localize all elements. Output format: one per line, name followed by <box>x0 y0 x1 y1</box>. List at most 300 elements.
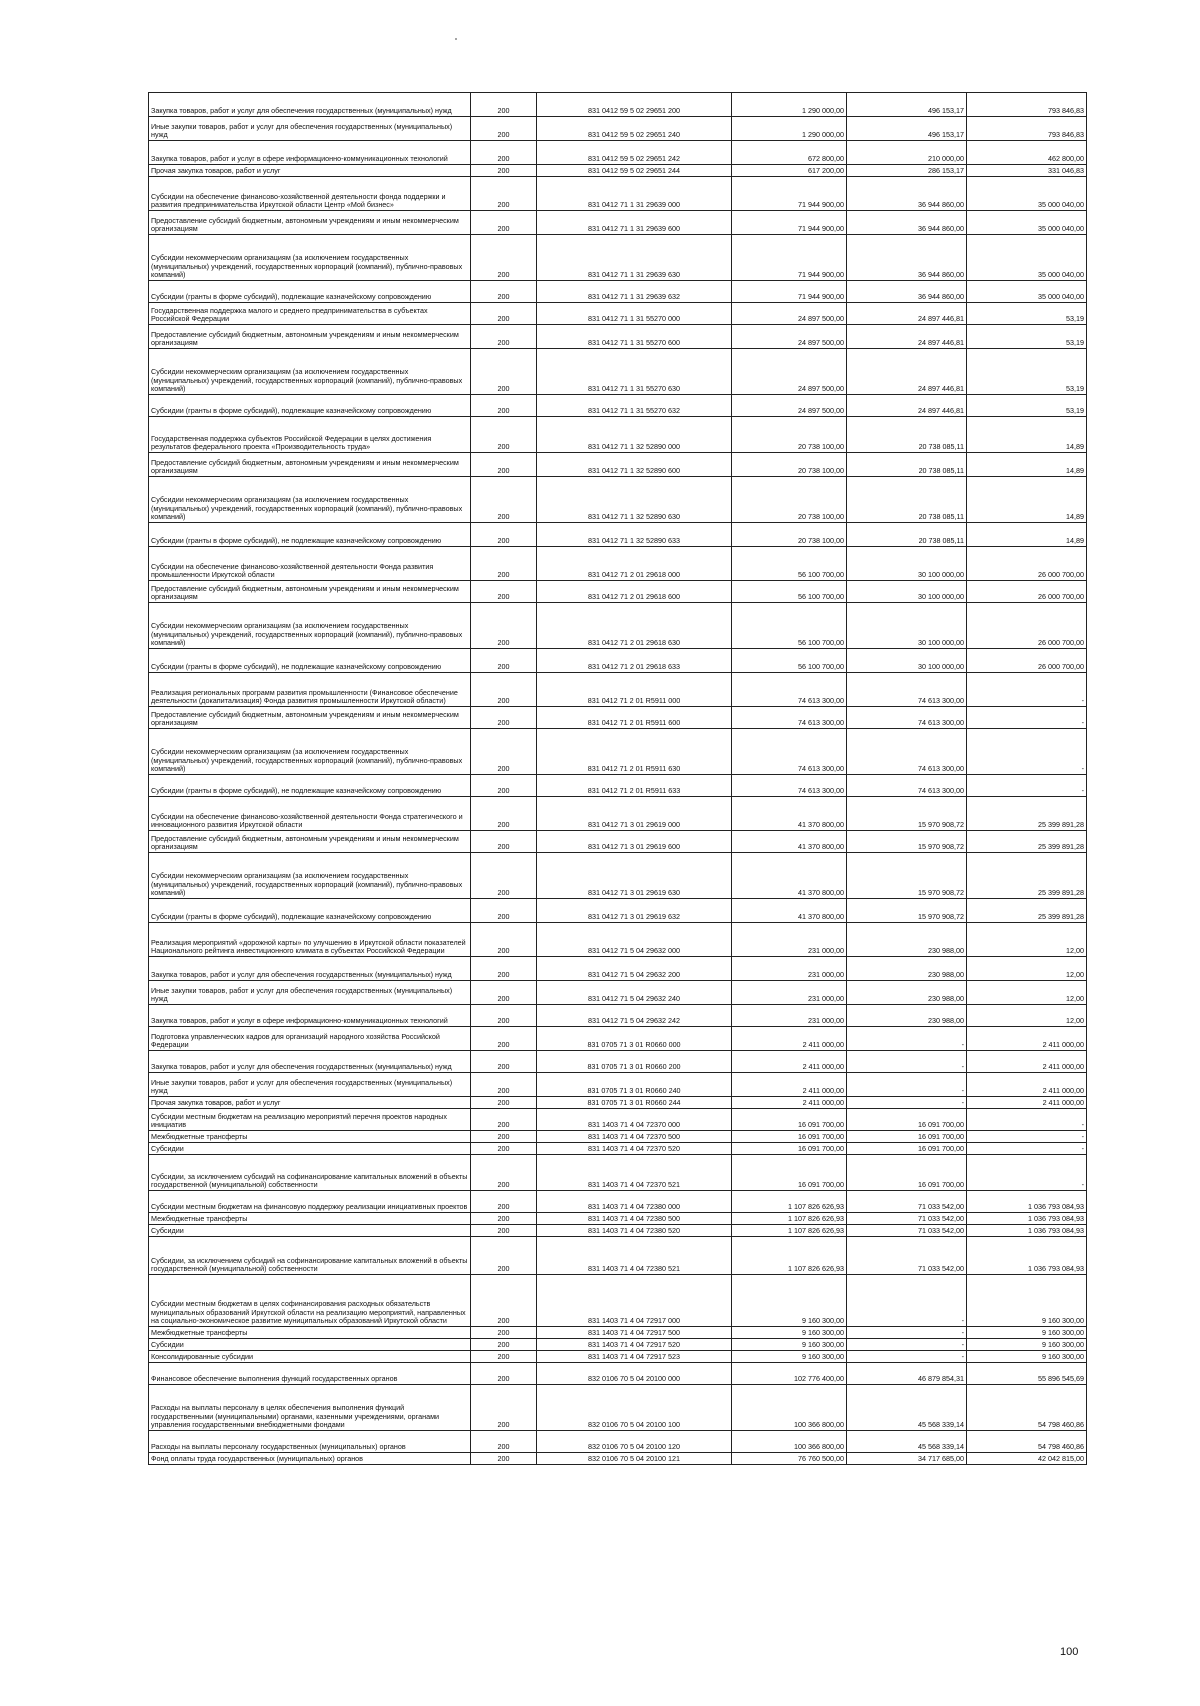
row-planned-amount: 56 100 700,00 <box>732 603 847 649</box>
table-row <box>149 831 1087 853</box>
row-description: Государственная поддержка малого и среднего предпринимательства в субъектах Российской Федерации <box>149 303 471 325</box>
row-executed-amount: 230 988,00 <box>847 923 967 957</box>
budget-table-sheet <box>148 92 1086 1465</box>
row-code: 200 <box>471 303 537 325</box>
table-row <box>149 1453 1087 1465</box>
row-description: Субсидии (гранты в форме субсидий), подлежащие казначейскому сопровождению <box>149 395 471 417</box>
row-code: 200 <box>471 93 537 117</box>
row-executed-amount: 230 988,00 <box>847 981 967 1005</box>
row-executed-amount: 496 153,17 <box>847 93 967 117</box>
row-description: Закупка товаров, работ и услуг в сфере информационно-коммуникационных технологий <box>149 1005 471 1027</box>
row-planned-amount: 1 107 826 626,93 <box>732 1225 847 1237</box>
row-code: 200 <box>471 957 537 981</box>
row-code: 200 <box>471 1131 537 1143</box>
row-remaining-amount: 2 411 000,00 <box>967 1027 1087 1051</box>
row-remaining-amount: - <box>967 707 1087 729</box>
row-planned-amount: 100 366 800,00 <box>732 1385 847 1431</box>
table-row <box>149 1143 1087 1155</box>
row-code: 200 <box>471 547 537 581</box>
table-row <box>149 707 1087 729</box>
row-description: Субсидии на обеспечение финансово-хозяйственной деятельности фонда поддержки и развития предпринимательства Иркутской области Центр «Мой бизнес» <box>149 177 471 211</box>
table-row <box>149 325 1087 349</box>
row-description: Закупка товаров, работ и услуг для обеспечения государственных (муниципальных) нужд <box>149 957 471 981</box>
row-code: 200 <box>471 1363 537 1385</box>
row-description: Предоставление субсидий бюджетным, автономным учреждениям и иным некоммерческим организациям <box>149 211 471 235</box>
table-row <box>149 453 1087 477</box>
row-kbk: 831 1403 71 4 04 72370 500 <box>537 1131 732 1143</box>
row-kbk: 831 0412 59 5 02 29651 244 <box>537 165 732 177</box>
row-code: 200 <box>471 117 537 141</box>
table-row <box>149 729 1087 775</box>
row-description: Субсидии <box>149 1225 471 1237</box>
row-description: Закупка товаров, работ и услуг для обеспечения государственных (муниципальных) нужд <box>149 1051 471 1073</box>
row-kbk: 831 0412 71 1 31 29639 632 <box>537 281 732 303</box>
row-description: Субсидии местным бюджетам в целях софинансирования расходных обязательств муниципальных образований Иркутской области на реализацию мероприятий, направленных на социально-экономическое развитие муниципальных образований Иркутской области <box>149 1275 471 1327</box>
row-executed-amount: 74 613 300,00 <box>847 729 967 775</box>
row-code: 200 <box>471 165 537 177</box>
row-kbk: 831 0412 71 1 31 55270 000 <box>537 303 732 325</box>
row-description: Субсидии (гранты в форме субсидий), не подлежащие казначейскому сопровождению <box>149 523 471 547</box>
table-row <box>149 1131 1087 1143</box>
row-executed-amount: 15 970 908,72 <box>847 853 967 899</box>
table-row <box>149 523 1087 547</box>
row-kbk: 831 0412 71 1 31 29639 000 <box>537 177 732 211</box>
row-kbk: 831 0412 71 3 01 29619 630 <box>537 853 732 899</box>
row-planned-amount: 56 100 700,00 <box>732 547 847 581</box>
row-remaining-amount: 14,89 <box>967 453 1087 477</box>
row-code: 200 <box>471 1225 537 1237</box>
row-code: 200 <box>471 899 537 923</box>
row-kbk: 831 0412 71 1 32 52890 633 <box>537 523 732 547</box>
row-kbk: 831 0412 71 3 01 29619 632 <box>537 899 732 923</box>
row-remaining-amount: 9 160 300,00 <box>967 1339 1087 1351</box>
row-code: 200 <box>471 1213 537 1225</box>
row-planned-amount: 1 107 826 626,93 <box>732 1237 847 1275</box>
row-remaining-amount: 9 160 300,00 <box>967 1327 1087 1339</box>
row-planned-amount: 24 897 500,00 <box>732 395 847 417</box>
row-remaining-amount: 55 896 545,69 <box>967 1363 1087 1385</box>
row-planned-amount: 9 160 300,00 <box>732 1275 847 1327</box>
row-planned-amount: 74 613 300,00 <box>732 673 847 707</box>
row-code: 200 <box>471 1073 537 1097</box>
row-planned-amount: 74 613 300,00 <box>732 775 847 797</box>
row-executed-amount: 36 944 860,00 <box>847 235 967 281</box>
row-description: Субсидии <box>149 1339 471 1351</box>
row-kbk: 831 0412 71 1 31 29639 600 <box>537 211 732 235</box>
row-remaining-amount: 53,19 <box>967 325 1087 349</box>
row-description: Расходы на выплаты персоналу в целях обеспечения выполнения функций государственными (муниципальными) органами, казенными учреждениями, органами управления государственными внебюджетными фондами <box>149 1385 471 1431</box>
table-row <box>149 1109 1087 1131</box>
row-description: Консолидированные субсидии <box>149 1351 471 1363</box>
row-kbk: 832 0106 70 5 04 20100 121 <box>537 1453 732 1465</box>
row-description: Реализация региональных программ развития промышленности (Финансовое обеспечение деятельности (докапитализация) Фонда развития промышленности Иркутской области) <box>149 673 471 707</box>
row-description: Иные закупки товаров, работ и услуг для обеспечения государственных (муниципальных) нужд <box>149 117 471 141</box>
row-code: 200 <box>471 1351 537 1363</box>
row-executed-amount: 36 944 860,00 <box>847 177 967 211</box>
row-kbk: 831 1403 71 4 04 72370 000 <box>537 1109 732 1131</box>
row-kbk: 831 0412 71 1 31 55270 600 <box>537 325 732 349</box>
row-code: 200 <box>471 1339 537 1351</box>
table-row <box>149 957 1087 981</box>
row-description: Предоставление субсидий бюджетным, автономным учреждениям и иным некоммерческим организациям <box>149 581 471 603</box>
row-code: 200 <box>471 1431 537 1453</box>
row-kbk: 831 0705 71 3 01 R0660 000 <box>537 1027 732 1051</box>
row-executed-amount: - <box>847 1351 967 1363</box>
row-executed-amount: 71 033 542,00 <box>847 1213 967 1225</box>
row-remaining-amount: 12,00 <box>967 981 1087 1005</box>
row-planned-amount: 41 370 800,00 <box>732 831 847 853</box>
row-planned-amount: 2 411 000,00 <box>732 1073 847 1097</box>
table-row <box>149 349 1087 395</box>
row-code: 200 <box>471 349 537 395</box>
row-planned-amount: 231 000,00 <box>732 957 847 981</box>
row-kbk: 832 0106 70 5 04 20100 120 <box>537 1431 732 1453</box>
row-executed-amount: 15 970 908,72 <box>847 797 967 831</box>
row-kbk: 831 0412 71 3 01 29619 600 <box>537 831 732 853</box>
row-description: Субсидии некоммерческим организациям (за исключением государственных (муниципальных) учреждений, государственных корпораций (компаний), публично-правовых компаний) <box>149 603 471 649</box>
table-body <box>149 93 1087 1465</box>
row-remaining-amount: 793 846,83 <box>967 93 1087 117</box>
row-executed-amount: - <box>847 1275 967 1327</box>
row-code: 200 <box>471 1097 537 1109</box>
row-kbk: 831 0705 71 3 01 R0660 244 <box>537 1097 732 1109</box>
row-remaining-amount: 14,89 <box>967 523 1087 547</box>
table-row <box>149 581 1087 603</box>
row-description: Субсидии (гранты в форме субсидий), не подлежащие казначейскому сопровождению <box>149 775 471 797</box>
row-planned-amount: 9 160 300,00 <box>732 1327 847 1339</box>
table-row <box>149 797 1087 831</box>
row-executed-amount: 496 153,17 <box>847 117 967 141</box>
table-row <box>149 1363 1087 1385</box>
row-code: 200 <box>471 603 537 649</box>
row-kbk: 831 0412 71 1 32 52890 000 <box>537 417 732 453</box>
table-row <box>149 673 1087 707</box>
row-executed-amount: 20 738 085,11 <box>847 477 967 523</box>
table-row <box>149 281 1087 303</box>
row-planned-amount: 16 091 700,00 <box>732 1143 847 1155</box>
row-planned-amount: 24 897 500,00 <box>732 325 847 349</box>
row-description: Закупка товаров, работ и услуг в сфере информационно-коммуникационных технологий <box>149 141 471 165</box>
row-executed-amount: 30 100 000,00 <box>847 603 967 649</box>
row-remaining-amount: 26 000 700,00 <box>967 547 1087 581</box>
row-description: Субсидии некоммерческим организациям (за исключением государственных (муниципальных) учреждений, государственных корпораций (компаний), публично-правовых компаний) <box>149 853 471 899</box>
row-code: 200 <box>471 453 537 477</box>
row-code: 200 <box>471 523 537 547</box>
row-kbk: 831 0412 71 1 31 29639 630 <box>537 235 732 281</box>
row-remaining-amount: - <box>967 1109 1087 1131</box>
row-remaining-amount: 25 399 891,28 <box>967 899 1087 923</box>
row-remaining-amount: 42 042 815,00 <box>967 1453 1087 1465</box>
row-planned-amount: 2 411 000,00 <box>732 1051 847 1073</box>
row-planned-amount: 102 776 400,00 <box>732 1363 847 1385</box>
table-row <box>149 1027 1087 1051</box>
row-remaining-amount: 53,19 <box>967 303 1087 325</box>
row-description: Межбюджетные трансферты <box>149 1327 471 1339</box>
row-planned-amount: 2 411 000,00 <box>732 1097 847 1109</box>
row-planned-amount: 24 897 500,00 <box>732 303 847 325</box>
row-executed-amount: - <box>847 1073 967 1097</box>
row-executed-amount: 45 568 339,14 <box>847 1385 967 1431</box>
table-row <box>149 303 1087 325</box>
row-description: Субсидии некоммерческим организациям (за исключением государственных (муниципальных) учреждений, государственных корпораций (компаний), публично-правовых компаний) <box>149 477 471 523</box>
row-description: Закупка товаров, работ и услуг для обеспечения государственных (муниципальных) нужд <box>149 93 471 117</box>
row-planned-amount: 2 411 000,00 <box>732 1027 847 1051</box>
page-number: 100 <box>1060 1646 1079 1658</box>
row-remaining-amount: 9 160 300,00 <box>967 1275 1087 1327</box>
row-kbk: 831 1403 71 4 04 72380 520 <box>537 1225 732 1237</box>
row-kbk: 831 0412 71 5 04 29632 242 <box>537 1005 732 1027</box>
table-row <box>149 1097 1087 1109</box>
row-planned-amount: 16 091 700,00 <box>732 1155 847 1191</box>
row-description: Межбюджетные трансферты <box>149 1213 471 1225</box>
row-description: Прочая закупка товаров, работ и услуг <box>149 165 471 177</box>
row-planned-amount: 16 091 700,00 <box>732 1109 847 1131</box>
table-row <box>149 417 1087 453</box>
row-remaining-amount: 54 798 460,86 <box>967 1385 1087 1431</box>
row-code: 200 <box>471 1453 537 1465</box>
row-description: Субсидии, за исключением субсидий на софинансирование капитальных вложений в объекты государственной (муниципальной) собственности <box>149 1237 471 1275</box>
row-code: 200 <box>471 1109 537 1131</box>
table-row <box>149 235 1087 281</box>
row-planned-amount: 231 000,00 <box>732 923 847 957</box>
row-executed-amount: 30 100 000,00 <box>847 547 967 581</box>
row-description: Субсидии некоммерческим организациям (за исключением государственных (муниципальных) учреждений, государственных корпораций (компаний), публично-правовых компаний) <box>149 235 471 281</box>
row-kbk: 832 0106 70 5 04 20100 100 <box>537 1385 732 1431</box>
row-kbk: 831 1403 71 4 04 72380 500 <box>537 1213 732 1225</box>
row-kbk: 831 0412 71 5 04 29632 240 <box>537 981 732 1005</box>
row-code: 200 <box>471 1275 537 1327</box>
row-remaining-amount: - <box>967 1143 1087 1155</box>
row-remaining-amount: - <box>967 1131 1087 1143</box>
row-planned-amount: 20 738 100,00 <box>732 417 847 453</box>
row-executed-amount: 45 568 339,14 <box>847 1431 967 1453</box>
row-kbk: 831 0412 71 1 31 55270 630 <box>537 349 732 395</box>
row-executed-amount: 71 033 542,00 <box>847 1237 967 1275</box>
row-code: 200 <box>471 1027 537 1051</box>
row-kbk: 831 0412 59 5 02 29651 242 <box>537 141 732 165</box>
row-executed-amount: 74 613 300,00 <box>847 673 967 707</box>
row-kbk: 831 1403 71 4 04 72370 520 <box>537 1143 732 1155</box>
row-code: 200 <box>471 707 537 729</box>
row-description: Расходы на выплаты персоналу государственных (муниципальных) органов <box>149 1431 471 1453</box>
row-description: Субсидии (гранты в форме субсидий), не подлежащие казначейскому сопровождению <box>149 649 471 673</box>
row-planned-amount: 71 944 900,00 <box>732 235 847 281</box>
row-code: 200 <box>471 923 537 957</box>
row-remaining-amount: 25 399 891,28 <box>967 831 1087 853</box>
table-row <box>149 1237 1087 1275</box>
row-description: Предоставление субсидий бюджетным, автономным учреждениям и иным некоммерческим организациям <box>149 453 471 477</box>
row-code: 200 <box>471 281 537 303</box>
row-executed-amount: 46 879 854,31 <box>847 1363 967 1385</box>
row-description: Прочая закупка товаров, работ и услуг <box>149 1097 471 1109</box>
row-kbk: 831 0412 71 2 01 R5911 600 <box>537 707 732 729</box>
row-code: 200 <box>471 1143 537 1155</box>
row-kbk: 832 0106 70 5 04 20100 000 <box>537 1363 732 1385</box>
row-executed-amount: 24 897 446,81 <box>847 303 967 325</box>
row-remaining-amount: 1 036 793 084,93 <box>967 1225 1087 1237</box>
row-code: 200 <box>471 729 537 775</box>
row-planned-amount: 1 107 826 626,93 <box>732 1213 847 1225</box>
row-executed-amount: 15 970 908,72 <box>847 831 967 853</box>
row-executed-amount: - <box>847 1339 967 1351</box>
table-row <box>149 1351 1087 1363</box>
row-remaining-amount: 25 399 891,28 <box>967 797 1087 831</box>
row-executed-amount: - <box>847 1051 967 1073</box>
row-remaining-amount: - <box>967 775 1087 797</box>
row-remaining-amount: 35 000 040,00 <box>967 281 1087 303</box>
row-remaining-amount: 2 411 000,00 <box>967 1073 1087 1097</box>
row-executed-amount: 24 897 446,81 <box>847 349 967 395</box>
table-row <box>149 923 1087 957</box>
row-remaining-amount: 14,89 <box>967 477 1087 523</box>
row-planned-amount: 9 160 300,00 <box>732 1339 847 1351</box>
row-description: Фонд оплаты труда государственных (муниципальных) органов <box>149 1453 471 1465</box>
row-planned-amount: 231 000,00 <box>732 1005 847 1027</box>
table-row <box>149 853 1087 899</box>
row-planned-amount: 56 100 700,00 <box>732 581 847 603</box>
table-row <box>149 93 1087 117</box>
row-code: 200 <box>471 235 537 281</box>
row-remaining-amount: 14,89 <box>967 417 1087 453</box>
row-remaining-amount: 1 036 793 084,93 <box>967 1191 1087 1213</box>
row-planned-amount: 41 370 800,00 <box>732 797 847 831</box>
row-remaining-amount: - <box>967 673 1087 707</box>
row-kbk: 831 1403 71 4 04 72370 521 <box>537 1155 732 1191</box>
row-code: 200 <box>471 853 537 899</box>
row-remaining-amount: 35 000 040,00 <box>967 177 1087 211</box>
row-planned-amount: 231 000,00 <box>732 981 847 1005</box>
row-planned-amount: 9 160 300,00 <box>732 1351 847 1363</box>
table-row <box>149 117 1087 141</box>
row-kbk: 831 0412 71 2 01 R5911 000 <box>537 673 732 707</box>
row-planned-amount: 1 290 000,00 <box>732 93 847 117</box>
row-code: 200 <box>471 797 537 831</box>
row-kbk: 831 0705 71 3 01 R0660 240 <box>537 1073 732 1097</box>
table-row <box>149 1073 1087 1097</box>
table-row <box>149 1225 1087 1237</box>
row-planned-amount: 672 800,00 <box>732 141 847 165</box>
table-row <box>149 1051 1087 1073</box>
row-kbk: 831 0412 59 5 02 29651 240 <box>537 117 732 141</box>
row-description: Субсидии некоммерческим организациям (за исключением государственных (муниципальных) учреждений, государственных корпораций (компаний), публично-правовых компаний) <box>149 729 471 775</box>
row-planned-amount: 56 100 700,00 <box>732 649 847 673</box>
row-executed-amount: 15 970 908,72 <box>847 899 967 923</box>
row-remaining-amount: 2 411 000,00 <box>967 1097 1087 1109</box>
row-code: 200 <box>471 831 537 853</box>
row-executed-amount: 16 091 700,00 <box>847 1143 967 1155</box>
row-remaining-amount: 12,00 <box>967 923 1087 957</box>
table-row <box>149 477 1087 523</box>
row-description: Субсидии (гранты в форме субсидий), подлежащие казначейскому сопровождению <box>149 281 471 303</box>
row-executed-amount: 230 988,00 <box>847 1005 967 1027</box>
row-code: 200 <box>471 775 537 797</box>
row-executed-amount: 36 944 860,00 <box>847 211 967 235</box>
row-kbk: 831 0412 59 5 02 29651 200 <box>537 93 732 117</box>
row-code: 200 <box>471 1327 537 1339</box>
row-remaining-amount: 462 800,00 <box>967 141 1087 165</box>
row-code: 200 <box>471 141 537 165</box>
row-remaining-amount: 53,19 <box>967 395 1087 417</box>
row-remaining-amount: 1 036 793 084,93 <box>967 1213 1087 1225</box>
row-code: 200 <box>471 1005 537 1027</box>
row-code: 200 <box>471 395 537 417</box>
table-row <box>149 1431 1087 1453</box>
row-executed-amount: 36 944 860,00 <box>847 281 967 303</box>
row-remaining-amount: 1 036 793 084,93 <box>967 1237 1087 1275</box>
table-row <box>149 603 1087 649</box>
table-row <box>149 1213 1087 1225</box>
row-executed-amount: 71 033 542,00 <box>847 1225 967 1237</box>
row-remaining-amount: 26 000 700,00 <box>967 649 1087 673</box>
row-description: Субсидии некоммерческим организациям (за исключением государственных (муниципальных) учреждений, государственных корпораций (компаний), публично-правовых компаний) <box>149 349 471 395</box>
row-description: Реализация мероприятий «дорожной карты» по улучшению в Иркутской области показателей Национального рейтинга инвестиционного климата в субъектах Российской Федерации <box>149 923 471 957</box>
row-code: 200 <box>471 1191 537 1213</box>
row-remaining-amount: 53,19 <box>967 349 1087 395</box>
row-planned-amount: 16 091 700,00 <box>732 1131 847 1143</box>
row-code: 200 <box>471 673 537 707</box>
row-kbk: 831 0412 71 2 01 R5911 630 <box>537 729 732 775</box>
row-kbk: 831 0412 71 2 01 29618 630 <box>537 603 732 649</box>
table-row <box>149 1385 1087 1431</box>
row-planned-amount: 71 944 900,00 <box>732 177 847 211</box>
row-description: Субсидии на обеспечение финансово-хозяйственной деятельности Фонда стратегического и инновационного развития Иркутской области <box>149 797 471 831</box>
row-executed-amount: 16 091 700,00 <box>847 1109 967 1131</box>
row-planned-amount: 74 613 300,00 <box>732 729 847 775</box>
row-kbk: 831 0412 71 3 01 29619 000 <box>537 797 732 831</box>
row-kbk: 831 0412 71 1 32 52890 600 <box>537 453 732 477</box>
row-description: Предоставление субсидий бюджетным, автономным учреждениям и иным некоммерческим организациям <box>149 831 471 853</box>
row-kbk: 831 0412 71 2 01 29618 600 <box>537 581 732 603</box>
row-executed-amount: - <box>847 1097 967 1109</box>
row-description: Предоставление субсидий бюджетным, автономным учреждениям и иным некоммерческим организациям <box>149 707 471 729</box>
row-description: Подготовка управленческих кадров для организаций народного хозяйства Российской Федерации <box>149 1027 471 1051</box>
row-planned-amount: 24 897 500,00 <box>732 349 847 395</box>
row-description: Субсидии, за исключением субсидий на софинансирование капитальных вложений в объекты государственной (муниципальной) собственности <box>149 1155 471 1191</box>
scan-speck <box>455 38 457 40</box>
table-row <box>149 141 1087 165</box>
table-row <box>149 1339 1087 1351</box>
row-executed-amount: 20 738 085,11 <box>847 523 967 547</box>
row-planned-amount: 20 738 100,00 <box>732 453 847 477</box>
table-row <box>149 395 1087 417</box>
row-executed-amount: - <box>847 1327 967 1339</box>
row-remaining-amount: 9 160 300,00 <box>967 1351 1087 1363</box>
row-remaining-amount: 25 399 891,28 <box>967 853 1087 899</box>
row-planned-amount: 74 613 300,00 <box>732 707 847 729</box>
row-remaining-amount: 35 000 040,00 <box>967 211 1087 235</box>
row-kbk: 831 1403 71 4 04 72917 500 <box>537 1327 732 1339</box>
row-kbk: 831 1403 71 4 04 72380 000 <box>537 1191 732 1213</box>
row-description: Субсидии <box>149 1143 471 1155</box>
row-description: Субсидии (гранты в форме субсидий), подлежащие казначейскому сопровождению <box>149 899 471 923</box>
row-code: 200 <box>471 581 537 603</box>
row-code: 200 <box>471 1051 537 1073</box>
table-row <box>149 1327 1087 1339</box>
row-planned-amount: 41 370 800,00 <box>732 899 847 923</box>
row-remaining-amount: 26 000 700,00 <box>967 603 1087 649</box>
row-kbk: 831 0705 71 3 01 R0660 200 <box>537 1051 732 1073</box>
row-remaining-amount: 793 846,83 <box>967 117 1087 141</box>
row-executed-amount: 20 738 085,11 <box>847 453 967 477</box>
row-executed-amount: 30 100 000,00 <box>847 581 967 603</box>
row-executed-amount: 74 613 300,00 <box>847 775 967 797</box>
row-executed-amount: 71 033 542,00 <box>847 1191 967 1213</box>
budget-execution-table <box>148 92 1087 1465</box>
row-kbk: 831 1403 71 4 04 72917 000 <box>537 1275 732 1327</box>
row-description: Иные закупки товаров, работ и услуг для обеспечения государственных (муниципальных) нужд <box>149 1073 471 1097</box>
row-remaining-amount: 2 411 000,00 <box>967 1051 1087 1073</box>
row-planned-amount: 71 944 900,00 <box>732 281 847 303</box>
